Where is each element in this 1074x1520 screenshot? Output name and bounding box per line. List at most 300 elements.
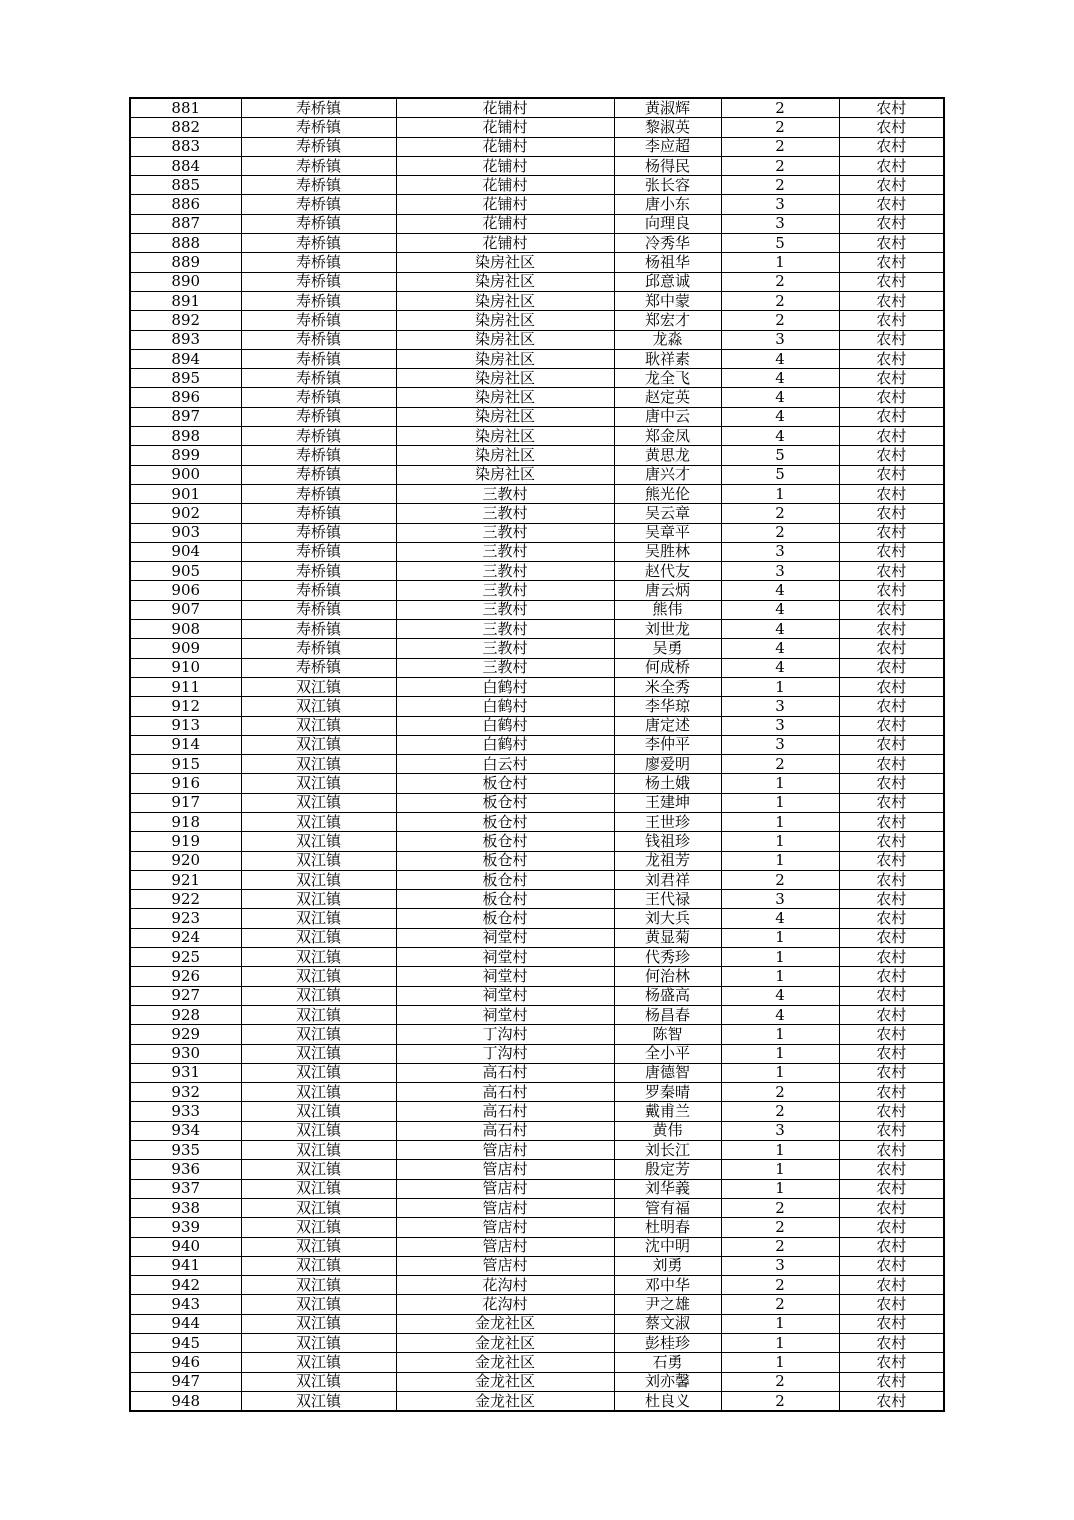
serial-cell: 892 <box>130 311 241 330</box>
village-cell: 白云村 <box>396 755 614 774</box>
village-cell: 丁沟村 <box>396 1044 614 1063</box>
serial-cell: 934 <box>130 1121 241 1140</box>
town-cell: 双江镇 <box>241 774 396 793</box>
serial-cell: 938 <box>130 1198 241 1217</box>
table-row <box>130 1121 944 1140</box>
serial-cell: 885 <box>130 176 241 195</box>
serial-cell: 904 <box>130 542 241 561</box>
type-cell: 农村 <box>839 407 944 426</box>
village-cell: 白鹤村 <box>396 735 614 754</box>
type-cell: 农村 <box>839 1160 944 1179</box>
table-row <box>130 658 944 677</box>
serial-cell: 936 <box>130 1160 241 1179</box>
count-cell: 4 <box>721 427 839 446</box>
name-cell: 唐定述 <box>614 716 721 735</box>
village-cell: 板仓村 <box>396 832 614 851</box>
type-cell: 农村 <box>839 909 944 928</box>
serial-cell: 887 <box>130 214 241 233</box>
table-row <box>130 967 944 986</box>
serial-cell: 882 <box>130 118 241 137</box>
name-cell: 戴甫兰 <box>614 1102 721 1121</box>
count-cell: 5 <box>721 465 839 484</box>
table-row <box>130 291 944 310</box>
count-cell: 2 <box>721 870 839 889</box>
type-cell: 农村 <box>839 1218 944 1237</box>
table-row <box>130 1372 944 1391</box>
town-cell: 双江镇 <box>241 1141 396 1160</box>
type-cell: 农村 <box>839 1256 944 1275</box>
table-row <box>130 311 944 330</box>
type-cell: 农村 <box>839 1179 944 1198</box>
name-cell: 管有福 <box>614 1198 721 1217</box>
village-cell: 管店村 <box>396 1179 614 1198</box>
count-cell: 2 <box>721 1218 839 1237</box>
type-cell: 农村 <box>839 253 944 272</box>
serial-cell: 937 <box>130 1179 241 1198</box>
village-cell: 染房社区 <box>396 369 614 388</box>
town-cell: 双江镇 <box>241 1237 396 1256</box>
count-cell: 4 <box>721 909 839 928</box>
name-cell: 杜良义 <box>614 1391 721 1411</box>
village-cell: 板仓村 <box>396 909 614 928</box>
count-cell: 2 <box>721 137 839 156</box>
count-cell: 4 <box>721 1005 839 1024</box>
village-cell: 染房社区 <box>396 427 614 446</box>
name-cell: 杜明春 <box>614 1218 721 1237</box>
type-cell: 农村 <box>839 735 944 754</box>
name-cell: 杨祖华 <box>614 253 721 272</box>
name-cell: 吴勇 <box>614 639 721 658</box>
table-row <box>130 562 944 581</box>
type-cell: 农村 <box>839 291 944 310</box>
table-row <box>130 716 944 735</box>
type-cell: 农村 <box>839 195 944 214</box>
name-cell: 刘长江 <box>614 1141 721 1160</box>
town-cell: 双江镇 <box>241 1372 396 1391</box>
serial-cell: 884 <box>130 156 241 175</box>
table-row <box>130 620 944 639</box>
name-cell: 王世珍 <box>614 812 721 831</box>
town-cell: 双江镇 <box>241 1044 396 1063</box>
table-row <box>130 1353 944 1372</box>
village-cell: 花沟村 <box>396 1276 614 1295</box>
type-cell: 农村 <box>839 1276 944 1295</box>
table-row <box>130 793 944 812</box>
village-cell: 三教村 <box>396 620 614 639</box>
type-cell: 农村 <box>839 504 944 523</box>
type-cell: 农村 <box>839 890 944 909</box>
type-cell: 农村 <box>839 1372 944 1391</box>
table-row <box>130 1237 944 1256</box>
count-cell: 2 <box>721 291 839 310</box>
town-cell: 双江镇 <box>241 793 396 812</box>
town-cell: 寿桥镇 <box>241 156 396 175</box>
name-cell: 熊伟 <box>614 600 721 619</box>
serial-cell: 897 <box>130 407 241 426</box>
town-cell: 寿桥镇 <box>241 388 396 407</box>
serial-cell: 927 <box>130 986 241 1005</box>
table-row <box>130 118 944 137</box>
count-cell: 1 <box>721 967 839 986</box>
serial-cell: 912 <box>130 697 241 716</box>
type-cell: 农村 <box>839 948 944 967</box>
serial-cell: 947 <box>130 1372 241 1391</box>
type-cell: 农村 <box>839 562 944 581</box>
name-cell: 何治林 <box>614 967 721 986</box>
count-cell: 3 <box>721 562 839 581</box>
town-cell: 寿桥镇 <box>241 98 396 118</box>
village-cell: 三教村 <box>396 658 614 677</box>
village-cell: 花铺村 <box>396 98 614 118</box>
count-cell: 4 <box>721 349 839 368</box>
table-row <box>130 1141 944 1160</box>
name-cell: 代秀珍 <box>614 948 721 967</box>
count-cell: 2 <box>721 311 839 330</box>
table-row <box>130 870 944 889</box>
village-cell: 金龙社区 <box>396 1314 614 1333</box>
type-cell: 农村 <box>839 677 944 696</box>
type-cell: 农村 <box>839 620 944 639</box>
table-row <box>130 465 944 484</box>
count-cell: 2 <box>721 504 839 523</box>
name-cell: 米全秀 <box>614 677 721 696</box>
town-cell: 寿桥镇 <box>241 658 396 677</box>
name-cell: 黄伟 <box>614 1121 721 1140</box>
serial-cell: 940 <box>130 1237 241 1256</box>
serial-cell: 886 <box>130 195 241 214</box>
serial-cell: 901 <box>130 484 241 503</box>
count-cell: 1 <box>721 948 839 967</box>
village-cell: 高石村 <box>396 1083 614 1102</box>
count-cell: 1 <box>721 253 839 272</box>
serial-cell: 919 <box>130 832 241 851</box>
town-cell: 双江镇 <box>241 1102 396 1121</box>
town-cell: 双江镇 <box>241 1218 396 1237</box>
village-cell: 染房社区 <box>396 291 614 310</box>
count-cell: 1 <box>721 1063 839 1082</box>
count-cell: 1 <box>721 677 839 696</box>
serial-cell: 935 <box>130 1141 241 1160</box>
type-cell: 农村 <box>839 137 944 156</box>
name-cell: 龙祖芳 <box>614 851 721 870</box>
village-cell: 花铺村 <box>396 176 614 195</box>
table-row <box>130 407 944 426</box>
name-cell: 石勇 <box>614 1353 721 1372</box>
name-cell: 龙淼 <box>614 330 721 349</box>
table-row <box>130 427 944 446</box>
count-cell: 1 <box>721 812 839 831</box>
serial-cell: 895 <box>130 369 241 388</box>
count-cell: 4 <box>721 620 839 639</box>
town-cell: 双江镇 <box>241 1276 396 1295</box>
count-cell: 2 <box>721 755 839 774</box>
count-cell: 3 <box>721 697 839 716</box>
name-cell: 熊光伦 <box>614 484 721 503</box>
village-cell: 染房社区 <box>396 446 614 465</box>
table-row <box>130 1063 944 1082</box>
table-row <box>130 812 944 831</box>
table-row <box>130 909 944 928</box>
village-cell: 板仓村 <box>396 793 614 812</box>
name-cell: 刘大兵 <box>614 909 721 928</box>
village-cell: 花铺村 <box>396 234 614 253</box>
name-cell: 王代禄 <box>614 890 721 909</box>
table-row <box>130 176 944 195</box>
serial-cell: 944 <box>130 1314 241 1333</box>
town-cell: 双江镇 <box>241 1295 396 1314</box>
name-cell: 郑宏才 <box>614 311 721 330</box>
name-cell: 杨得民 <box>614 156 721 175</box>
village-cell: 染房社区 <box>396 465 614 484</box>
type-cell: 农村 <box>839 349 944 368</box>
village-cell: 花铺村 <box>396 156 614 175</box>
town-cell: 双江镇 <box>241 1353 396 1372</box>
table-row <box>130 755 944 774</box>
count-cell: 3 <box>721 214 839 233</box>
town-cell: 寿桥镇 <box>241 407 396 426</box>
town-cell: 双江镇 <box>241 716 396 735</box>
town-cell: 双江镇 <box>241 1179 396 1198</box>
count-cell: 4 <box>721 407 839 426</box>
count-cell: 2 <box>721 1391 839 1411</box>
count-cell: 2 <box>721 1237 839 1256</box>
village-cell: 祠堂村 <box>396 1005 614 1024</box>
town-cell: 寿桥镇 <box>241 214 396 233</box>
town-cell: 双江镇 <box>241 909 396 928</box>
name-cell: 李应超 <box>614 137 721 156</box>
type-cell: 农村 <box>839 98 944 118</box>
count-cell: 2 <box>721 118 839 137</box>
town-cell: 寿桥镇 <box>241 484 396 503</box>
village-cell: 祠堂村 <box>396 948 614 967</box>
name-cell: 刘君祥 <box>614 870 721 889</box>
name-cell: 杨昌春 <box>614 1005 721 1024</box>
count-cell: 3 <box>721 890 839 909</box>
name-cell: 唐云炳 <box>614 581 721 600</box>
type-cell: 农村 <box>839 639 944 658</box>
type-cell: 农村 <box>839 1025 944 1044</box>
type-cell: 农村 <box>839 388 944 407</box>
serial-cell: 893 <box>130 330 241 349</box>
village-cell: 金龙社区 <box>396 1391 614 1411</box>
serial-cell: 941 <box>130 1256 241 1275</box>
type-cell: 农村 <box>839 427 944 446</box>
table-row <box>130 1276 944 1295</box>
table-row <box>130 677 944 696</box>
serial-cell: 933 <box>130 1102 241 1121</box>
table-row <box>130 1102 944 1121</box>
town-cell: 寿桥镇 <box>241 118 396 137</box>
village-cell: 三教村 <box>396 542 614 561</box>
count-cell: 2 <box>721 1276 839 1295</box>
type-cell: 农村 <box>839 1121 944 1140</box>
serial-cell: 889 <box>130 253 241 272</box>
count-cell: 1 <box>721 832 839 851</box>
table-row <box>130 446 944 465</box>
serial-cell: 926 <box>130 967 241 986</box>
table-row <box>130 697 944 716</box>
village-cell: 三教村 <box>396 484 614 503</box>
type-cell: 农村 <box>839 1198 944 1217</box>
name-cell: 钱祖珍 <box>614 832 721 851</box>
table-row <box>130 639 944 658</box>
town-cell: 双江镇 <box>241 967 396 986</box>
village-cell: 花铺村 <box>396 195 614 214</box>
name-cell: 郑金凤 <box>614 427 721 446</box>
name-cell: 黄思龙 <box>614 446 721 465</box>
serial-cell: 916 <box>130 774 241 793</box>
count-cell: 2 <box>721 1372 839 1391</box>
town-cell: 寿桥镇 <box>241 639 396 658</box>
count-cell: 1 <box>721 1334 839 1353</box>
table-row <box>130 890 944 909</box>
table-row <box>130 504 944 523</box>
serial-cell: 943 <box>130 1295 241 1314</box>
count-cell: 1 <box>721 1179 839 1198</box>
name-cell: 刘华義 <box>614 1179 721 1198</box>
town-cell: 寿桥镇 <box>241 253 396 272</box>
count-cell: 5 <box>721 234 839 253</box>
serial-cell: 908 <box>130 620 241 639</box>
name-cell: 全小平 <box>614 1044 721 1063</box>
name-cell: 彭桂珍 <box>614 1334 721 1353</box>
village-cell: 花铺村 <box>396 214 614 233</box>
type-cell: 农村 <box>839 793 944 812</box>
count-cell: 4 <box>721 658 839 677</box>
name-cell: 罗秦晴 <box>614 1083 721 1102</box>
type-cell: 农村 <box>839 1314 944 1333</box>
table-row <box>130 523 944 542</box>
serial-cell: 921 <box>130 870 241 889</box>
table-row <box>130 349 944 368</box>
count-cell: 3 <box>721 735 839 754</box>
town-cell: 双江镇 <box>241 1198 396 1217</box>
town-cell: 双江镇 <box>241 1334 396 1353</box>
table-row <box>130 1044 944 1063</box>
village-cell: 染房社区 <box>396 311 614 330</box>
count-cell: 2 <box>721 156 839 175</box>
table-row <box>130 851 944 870</box>
count-cell: 2 <box>721 1198 839 1217</box>
table-row <box>130 542 944 561</box>
town-cell: 寿桥镇 <box>241 465 396 484</box>
name-cell: 黄显菊 <box>614 928 721 947</box>
table-row <box>130 600 944 619</box>
table-row <box>130 1025 944 1044</box>
village-cell: 染房社区 <box>396 272 614 291</box>
serial-cell: 907 <box>130 600 241 619</box>
town-cell: 双江镇 <box>241 870 396 889</box>
town-cell: 双江镇 <box>241 755 396 774</box>
village-cell: 祠堂村 <box>396 928 614 947</box>
name-cell: 吴云章 <box>614 504 721 523</box>
type-cell: 农村 <box>839 1102 944 1121</box>
records-table <box>129 97 945 1412</box>
town-cell: 双江镇 <box>241 1063 396 1082</box>
village-cell: 管店村 <box>396 1218 614 1237</box>
village-cell: 白鹤村 <box>396 677 614 696</box>
town-cell: 寿桥镇 <box>241 311 396 330</box>
count-cell: 1 <box>721 1160 839 1179</box>
table-row <box>130 234 944 253</box>
type-cell: 农村 <box>839 1334 944 1353</box>
serial-cell: 913 <box>130 716 241 735</box>
type-cell: 农村 <box>839 234 944 253</box>
count-cell: 1 <box>721 774 839 793</box>
name-cell: 刘勇 <box>614 1256 721 1275</box>
table-row <box>130 735 944 754</box>
type-cell: 农村 <box>839 465 944 484</box>
serial-cell: 903 <box>130 523 241 542</box>
town-cell: 寿桥镇 <box>241 600 396 619</box>
village-cell: 白鹤村 <box>396 697 614 716</box>
village-cell: 丁沟村 <box>396 1025 614 1044</box>
village-cell: 花沟村 <box>396 1295 614 1314</box>
village-cell: 染房社区 <box>396 253 614 272</box>
name-cell: 邱意诚 <box>614 272 721 291</box>
count-cell: 1 <box>721 1044 839 1063</box>
village-cell: 祠堂村 <box>396 967 614 986</box>
town-cell: 双江镇 <box>241 1256 396 1275</box>
name-cell: 赵定英 <box>614 388 721 407</box>
type-cell: 农村 <box>839 523 944 542</box>
village-cell: 花铺村 <box>396 137 614 156</box>
village-cell: 管店村 <box>396 1160 614 1179</box>
serial-cell: 914 <box>130 735 241 754</box>
name-cell: 龙全飞 <box>614 369 721 388</box>
table-row <box>130 195 944 214</box>
count-cell: 1 <box>721 928 839 947</box>
serial-cell: 900 <box>130 465 241 484</box>
name-cell: 唐兴才 <box>614 465 721 484</box>
name-cell: 黄淑辉 <box>614 98 721 118</box>
town-cell: 双江镇 <box>241 1314 396 1333</box>
table-row <box>130 1391 944 1411</box>
name-cell: 唐德智 <box>614 1063 721 1082</box>
table-row <box>130 137 944 156</box>
name-cell: 殷定芳 <box>614 1160 721 1179</box>
count-cell: 3 <box>721 1256 839 1275</box>
village-cell: 染房社区 <box>396 407 614 426</box>
village-cell: 金龙社区 <box>396 1372 614 1391</box>
village-cell: 花铺村 <box>396 118 614 137</box>
serial-cell: 898 <box>130 427 241 446</box>
count-cell: 2 <box>721 523 839 542</box>
serial-cell: 902 <box>130 504 241 523</box>
type-cell: 农村 <box>839 870 944 889</box>
type-cell: 农村 <box>839 1353 944 1372</box>
count-cell: 2 <box>721 98 839 118</box>
table-row <box>130 1179 944 1198</box>
type-cell: 农村 <box>839 214 944 233</box>
table-row <box>130 832 944 851</box>
table-row <box>130 1160 944 1179</box>
village-cell: 管店村 <box>396 1141 614 1160</box>
count-cell: 4 <box>721 369 839 388</box>
name-cell: 冷秀华 <box>614 234 721 253</box>
name-cell: 陈智 <box>614 1025 721 1044</box>
serial-cell: 883 <box>130 137 241 156</box>
table-row <box>130 214 944 233</box>
table-row <box>130 1005 944 1024</box>
table-row <box>130 986 944 1005</box>
type-cell: 农村 <box>839 1044 944 1063</box>
town-cell: 双江镇 <box>241 812 396 831</box>
name-cell: 尹之雄 <box>614 1295 721 1314</box>
serial-cell: 896 <box>130 388 241 407</box>
town-cell: 寿桥镇 <box>241 349 396 368</box>
village-cell: 管店村 <box>396 1198 614 1217</box>
